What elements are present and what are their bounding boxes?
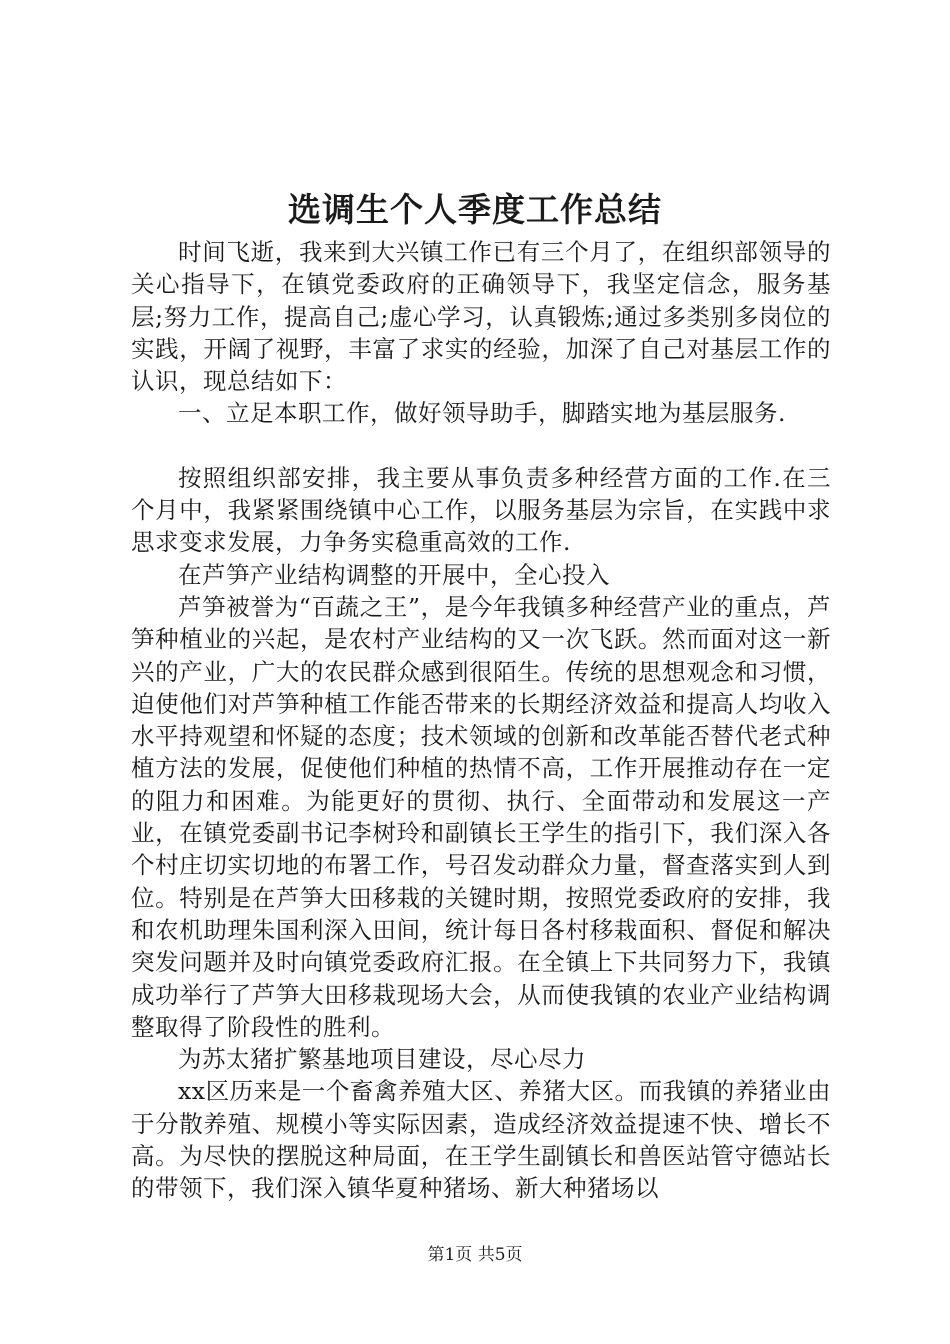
body-paragraph: xx区历来是一个畜禽养殖大区、养猪大区。而我镇的养猪业由于分散养殖、规模小等实际因素，造成经济效益提速不快、增长不高。为尽快的摆脱这种局面，在王学生副镇长和兽医站管守德站长的带领下，我们深入镇华夏种猪场、新大种猪场以 [131,1077,831,1203]
body-paragraph: 芦笋被誉为“百蔬之王”，是今年我镇多种经营产业的重点，芦笋种植业的兴起，是农村产业结构的又一次飞跃。然而面对这一新兴的产业，广大的农民群众感到很陌生。传统的思想观念和习惯，迫使他们对芦笋种植工作能否带来的长期经济效益和提高人均收入水平持观望和怀疑的态度；技术领域的创新和改革能否替代老式种植方法的发展，促使他们种植的热情不高，工作开展推动存在一定的阻力和困难。为能更好的贯彻、执行、全面带动和发展这一产业，在镇党委副书记李树玲和副镇长王学生的指引下，我们深入各个村庄切实切地的布署工作，号召发动群众力量，督查落实到人到位。特别是在芦笋大田移栽的关键时期，按照党委政府的安排，我和农机助理朱国利深入田间，统计每日各村移栽面积、督促和解决突发问题并及时向镇党委政府汇报。在全镇上下共同努力下，我镇成功举行了芦笋大田移栽现场大会，从而使我镇的农业产业结构调整取得了阶段性的胜利。 [131,592,831,1041]
section-heading-1: 一、立足本职工作，做好领导助手，脚踏实地为基层服务. [178,399,786,428]
page-number-footer: 第1页 共5页 [427,1245,523,1265]
subheading-asparagus: 在芦笋产业结构调整的开展中，全心投入 [178,560,610,589]
intro-paragraph: 时间飞逝，我来到大兴镇工作已有三个月了，在组织部领导的关心指导下，在镇党委政府的正确领导下，我坚定信念，服务基层;努力工作，提高自己;虚心学习，认真锻炼;通过多类别多岗位的实践，开阔了视野，丰富了求实的经验，加深了自己对基层工作的认识，现总结如下： [131,238,831,396]
body-paragraph: 按照组织部安排，我主要从事负责多种经营方面的工作.在三个月中，我紧紧围绕镇中心工作，以服务基层为宗旨，在实践中求思求变求发展，力争务实稳重高效的工作. [131,463,831,557]
subheading-pig-base: 为苏太猪扩繁基地项目建设，尽心尽力 [178,1045,586,1074]
document-body [131,236,831,1205]
paragraph-gap [131,430,831,462]
document-title: 选调生个人季度工作总结 [288,190,662,229]
